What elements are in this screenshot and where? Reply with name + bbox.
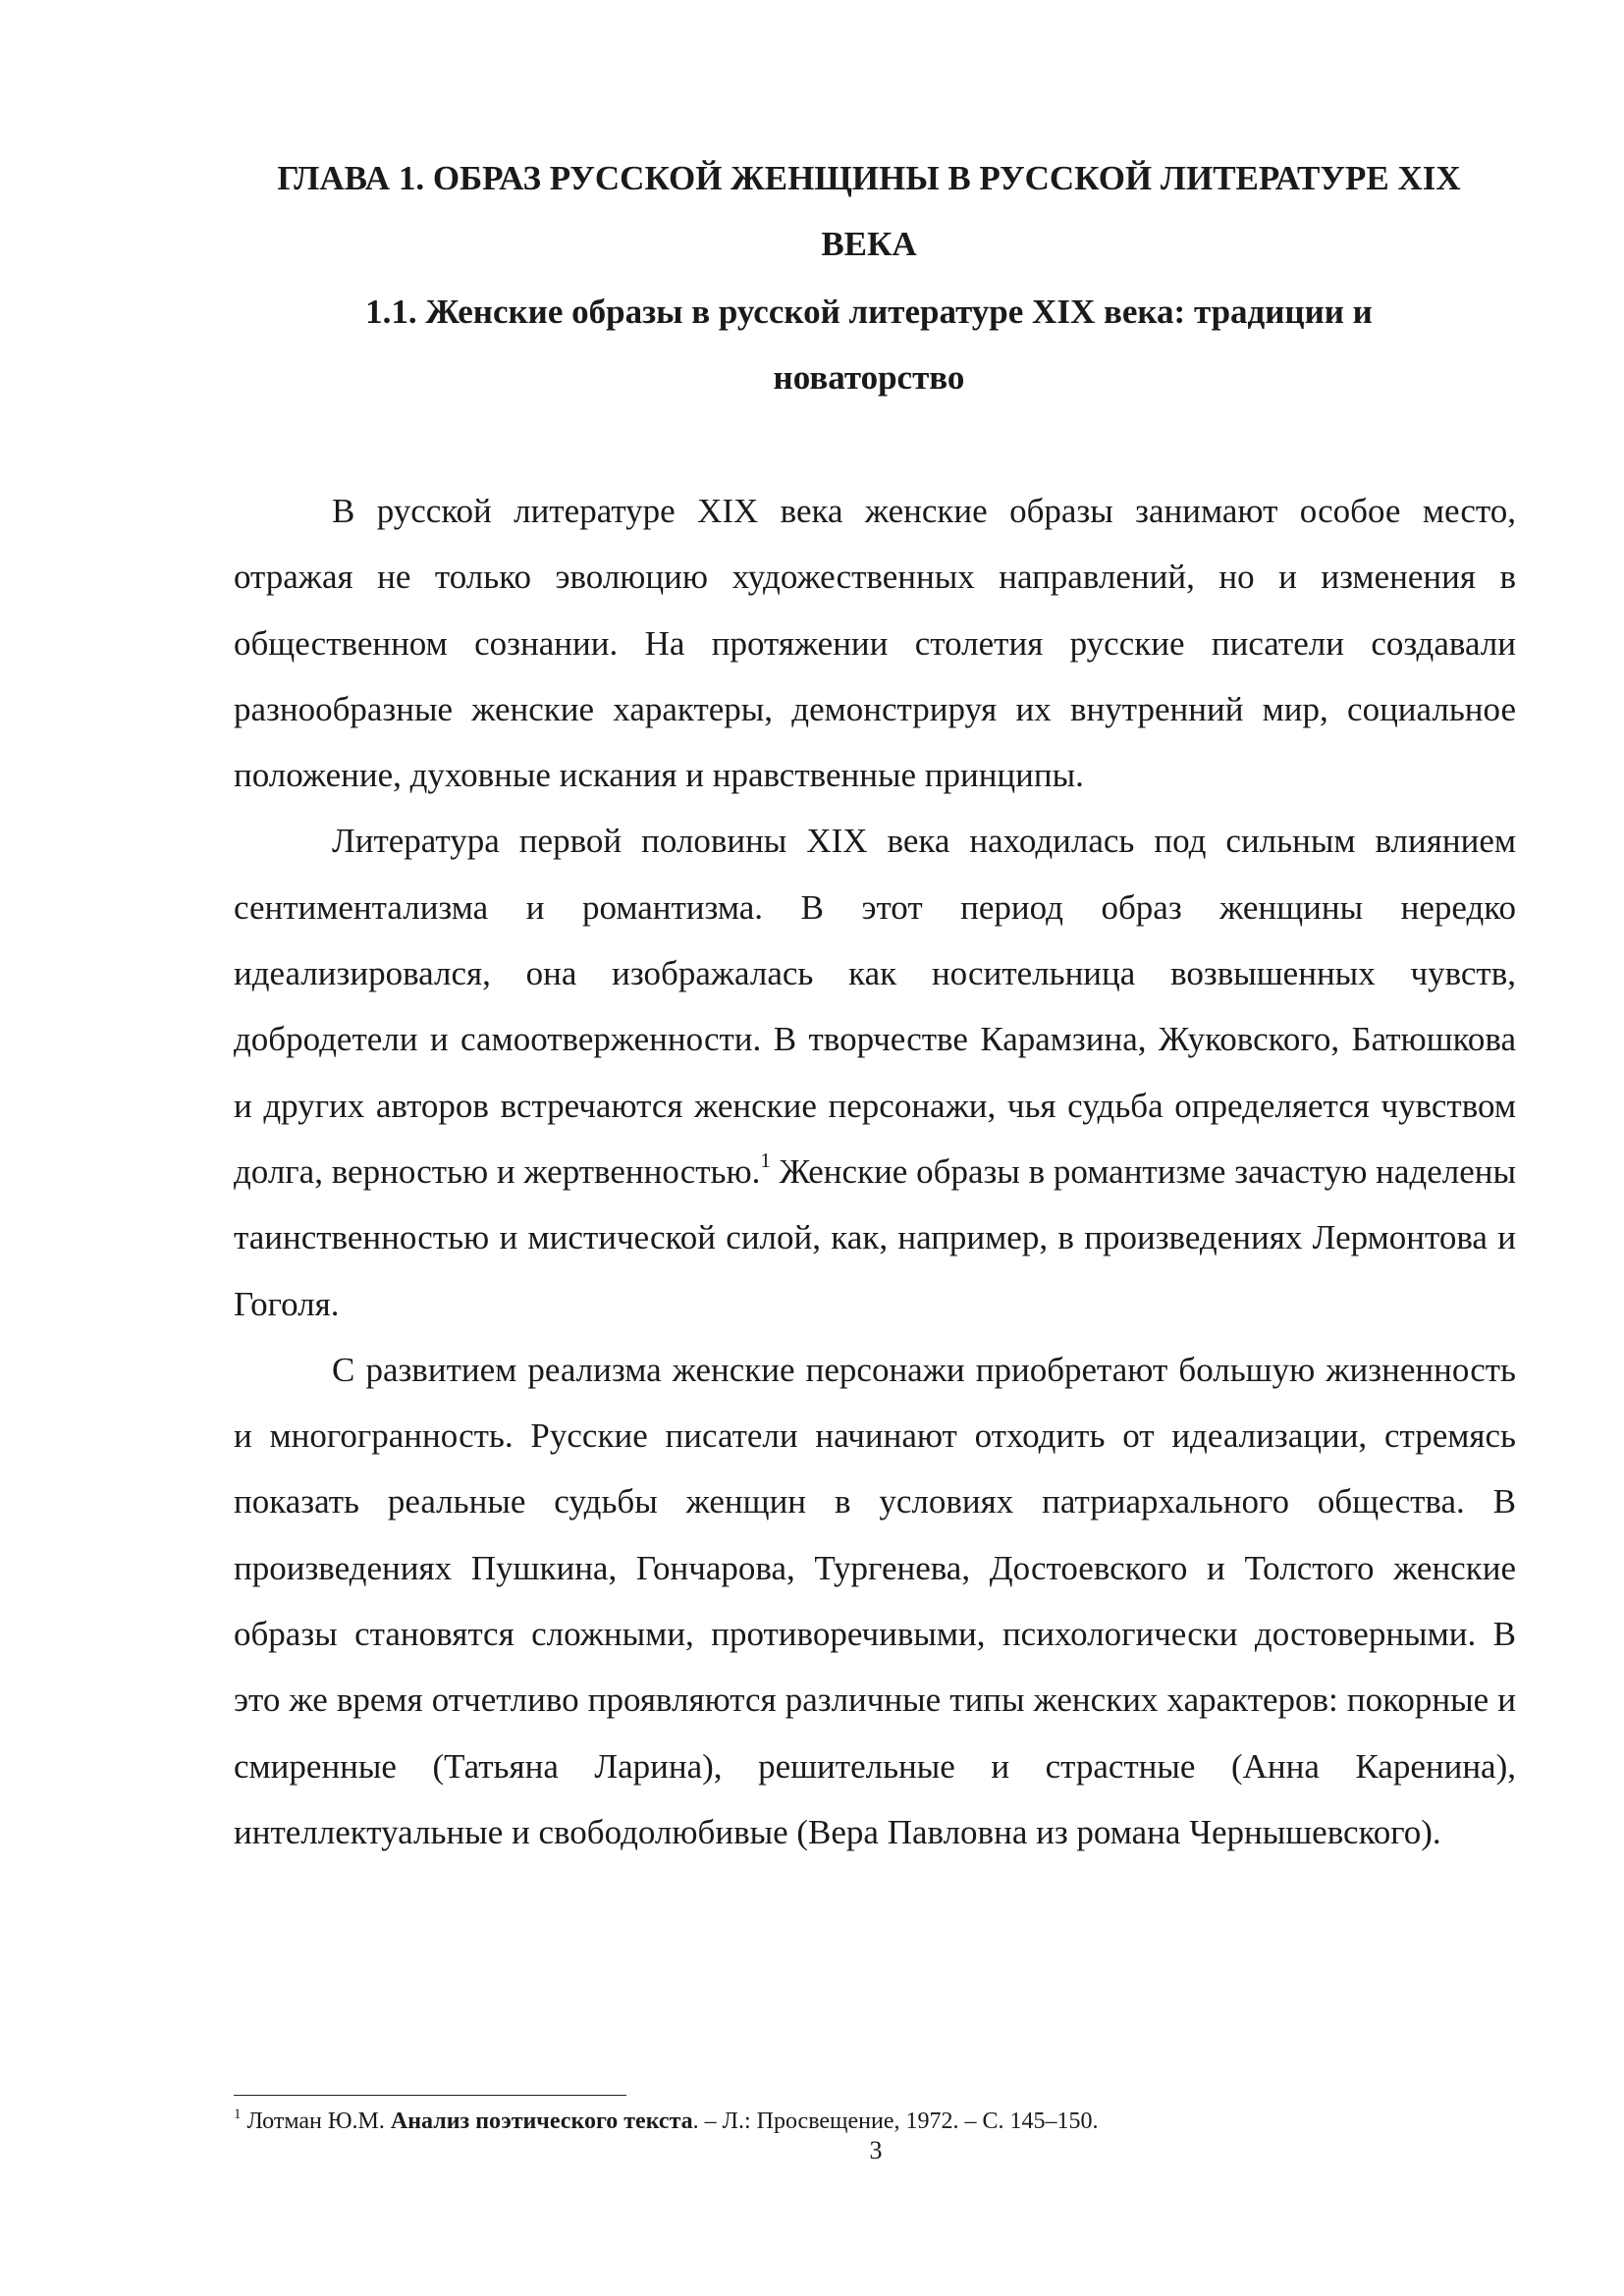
page-number: 3 <box>869 2136 883 2164</box>
footnote-details: . – Л.: Просвещение, 1972. – С. 145–150. <box>692 2109 1099 2134</box>
paragraph-2 <box>234 808 1516 1336</box>
footnote <box>234 2107 1516 2136</box>
paragraph-3: С развитием реализма женские персонажи приобретают большую жизненность и многогранность. Русские писатели начинают отходить от идеализации, стремясь показать реальные судьбы женщин в условиях патриархального общества. В произведениях Пушкина, Гончарова, Тургенева, Достоевского и Толстого женские образы становятся сложными, противоречивыми, психологически достоверными. В это же время отчетливо проявляются различные типы женских характеров: покорные и смиренные (Татьяна Ларина), решительные и страстные (Анна Каренина), интеллектуальные и свободолюбивые (Вера Павловна из романа Чернышевского). <box>234 1350 1516 1851</box>
footnote-marker: 1 <box>234 2107 242 2122</box>
chapter-title: ГЛАВА 1. ОБРАЗ РУССКОЙ ЖЕНЩИНЫ В РУССКОЙ ЛИТЕРАТУРЕ XIX ВЕКА <box>277 159 1461 263</box>
body-text <box>234 478 1516 1865</box>
footnote-reference[interactable]: 1 <box>760 1148 771 1172</box>
footnote-author: Лотман Ю.М. <box>241 2109 391 2134</box>
paragraph-2-text-a: Литература первой половины XIX века находилась под сильным влиянием сентиментализма и романтизма. В этот период образ женщины нередко идеализировался, она изображалась как носительница возвышенных чувств, добродетели и самоотверженности. В творчестве Карамзина, Жуковского, Батюшкова и других авторов встречаются женские персонажи, чья судьба определяется чувством долга, верностью и жертвенностью. <box>234 822 1516 1191</box>
section-title: 1.1. Женские образы в русской литературе XIX века: традиции и новаторство <box>365 293 1373 397</box>
paragraph-1: В русской литературе XIX века женские образы занимают особое место, отражая не только эволюцию художественных направлений, но и изменения в общественном сознании. На протяжении столетия русские писатели создавали разнообразные женские характеры, демонстрируя их внутренний мир, социальное положение, духовные искания и нравственные принципы. <box>234 492 1516 795</box>
footnote-separator <box>234 2095 626 2096</box>
paragraph-2-text-b: Женские образы в романтизме зачастую наделены таинственностью и мистической силой, как, например, в произведениях Лермонтова и Гоголя. <box>234 1151 1516 1323</box>
footnote-work-title: Анализ поэтического текста <box>390 2109 693 2134</box>
